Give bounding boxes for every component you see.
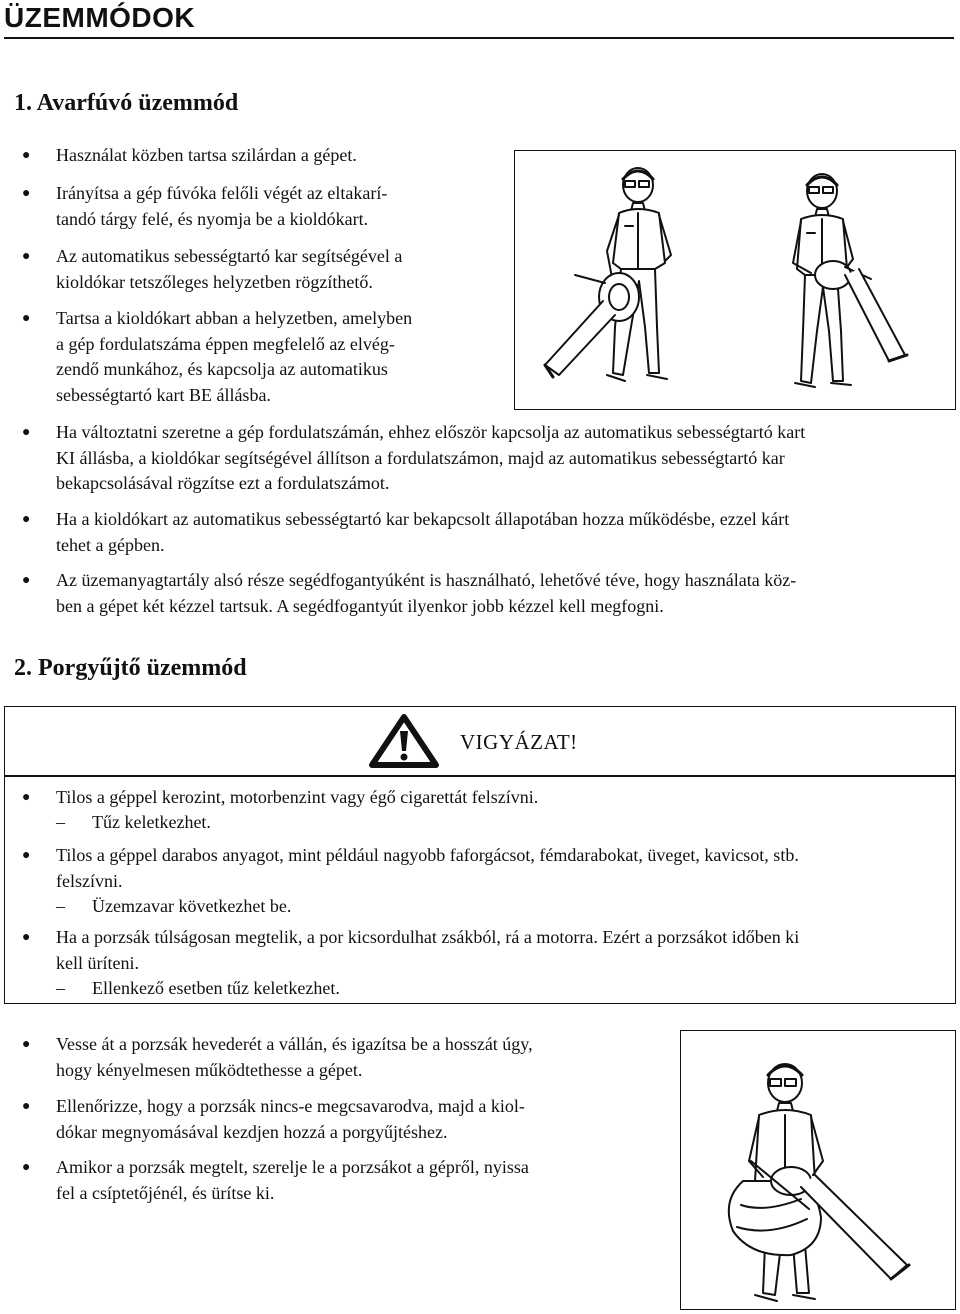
bullet-line: fel a csíptetőjénél, és ürítse ki.: [56, 1182, 275, 1203]
bullet-dot-icon: ●: [22, 930, 31, 945]
blower-illustration-frame: [514, 150, 956, 410]
bullet-dot-icon: ●: [22, 573, 31, 588]
bullet-dot-icon: ●: [22, 1037, 31, 1052]
bullet-dot-icon: ●: [22, 512, 31, 527]
bullet-dot-icon: ●: [22, 148, 31, 163]
warning-item: [22, 785, 948, 811]
bullet-line: Vesse át a porzsák hevederét a vállán, és igazítsa be a hosszát úgy,: [56, 1034, 533, 1054]
bullet-item: [22, 507, 954, 558]
bullet-line: bekapcsolásával rögzítse ezt a fordulatszámot.: [56, 473, 390, 493]
bullet-item: [22, 181, 506, 232]
bullet-item: [22, 568, 954, 619]
bullet-dot-icon: ●: [22, 249, 31, 264]
bullet-line: Használat közben tartsa szilárdan a gépet.: [56, 145, 357, 165]
dash-icon: –: [56, 978, 65, 998]
bullet-line: dókar megnyomásával kezdjen hozzá a porgyűjtéshez.: [56, 1121, 448, 1142]
warning-item: [22, 843, 948, 894]
bullet-line: zendő munkához, és kapcsolja az automatikus: [56, 359, 388, 379]
warning-label: VIGYÁZAT!: [460, 730, 578, 754]
bullet-line: Ellenőrizze, hogy a porzsák nincs-e megcsavarodva, majd a kiol-: [56, 1096, 525, 1116]
blower-operators-illustration: [515, 151, 954, 408]
collector-illustration-frame: [680, 1030, 956, 1310]
bullet-item: [22, 420, 954, 497]
bullet-dot-icon: ●: [22, 790, 31, 805]
bullet-line: Ha a porzsák túlságosan megtelik, a por kicsordulhat zsákból, rá a motorra. Ezért a porzsákot időben ki: [56, 927, 800, 947]
bullet-line: felszívni.: [56, 870, 123, 891]
bullet-line: sebességtartó kart BE állásba.: [56, 384, 271, 405]
page-title: ÜZEMMÓDOK: [4, 2, 196, 33]
bullet-dot-icon: ●: [22, 1160, 31, 1175]
consequence-line: – Ellenkező esetben tűz keletkezhet.: [56, 976, 340, 1002]
bullet-line: Amikor a porzsák megtelt, szerelje le a porzsákot a gépről, nyissa: [56, 1157, 529, 1177]
bullet-item: [22, 1094, 656, 1145]
bullet-item: [22, 244, 506, 295]
bullet-dot-icon: ●: [22, 848, 31, 863]
bullet-dot-icon: ●: [22, 1099, 31, 1114]
consequence-line: – Tűz keletkezhet.: [56, 810, 211, 836]
bullet-line: KI állásba, a kioldókar segítségével állítson a fordulatszámon, majd az automatikus sebességtartó kar: [56, 447, 785, 468]
bullet-line: tehet a gépben.: [56, 534, 165, 555]
title-underline: [4, 37, 954, 39]
bullet-line: Tartsa a kioldókart abban a helyzetben, amelyben: [56, 308, 413, 328]
bullet-item: [22, 306, 506, 408]
bullet-line: Ha változtatni szeretne a gép fordulatszámán, ehhez először kapcsolja az automatikus sebességtartó kart: [56, 422, 806, 442]
collector-operator-illustration: [681, 1031, 954, 1308]
bullet-line: Irányítsa a gép fúvóka felőli végét az eltakarí-: [56, 183, 388, 203]
bullet-item: [22, 143, 506, 169]
section1-heading: 1. Avarfúvó üzemmód: [14, 90, 239, 116]
warning-triangle-icon: [368, 713, 440, 769]
bullet-dot-icon: ●: [22, 425, 31, 440]
bullet-line: Tilos a géppel darabos anyagot, mint például nagyobb faforgácsot, fémdarabokat, üveget, kavicsot, stb.: [56, 845, 799, 865]
bullet-dot-icon: ●: [22, 311, 31, 326]
bullet-line: Ha a kioldókart az automatikus sebességtartó kar bekapcsolt állapotában hozza működésbe, ezzel kárt: [56, 509, 790, 529]
bullet-line: kioldókar tetszőleges helyzetben rögzíthető.: [56, 271, 373, 292]
bullet-line: a gép fordulatszáma éppen megfelelő az elvég-: [56, 333, 395, 354]
dash-icon: –: [56, 812, 65, 832]
bullet-line: kell üríteni.: [56, 952, 139, 973]
bullet-dot-icon: ●: [22, 186, 31, 201]
bullet-line: tandó tárgy felé, és nyomja be a kioldókart.: [56, 208, 369, 229]
bullet-line: Tilos a géppel kerozint, motorbenzint vagy égő cigarettát felszívni.: [56, 787, 539, 807]
bullet-line: ben a gépet két kézzel tartsuk. A segédfogantyút ilyenkor jobb kézzel kell megfogni.: [56, 595, 664, 616]
section2-heading: 2. Porgyűjtő üzemmód: [14, 655, 247, 681]
consequence-line: – Üzemzavar következhet be.: [56, 894, 291, 920]
warning-divider: [4, 775, 956, 777]
dash-icon: –: [56, 896, 65, 916]
bullet-line: hogy kényelmesen működtethesse a gépet.: [56, 1059, 363, 1080]
bullet-line: Az üzemanyagtartály alsó része segédfogantyúként is használható, lehetővé téve, hogy használata köz-: [56, 570, 797, 590]
bullet-line: Az automatikus sebességtartó kar segítségével a: [56, 246, 403, 266]
bullet-item: [22, 1155, 656, 1206]
bullet-item: [22, 1032, 656, 1083]
warning-item: [22, 925, 948, 976]
